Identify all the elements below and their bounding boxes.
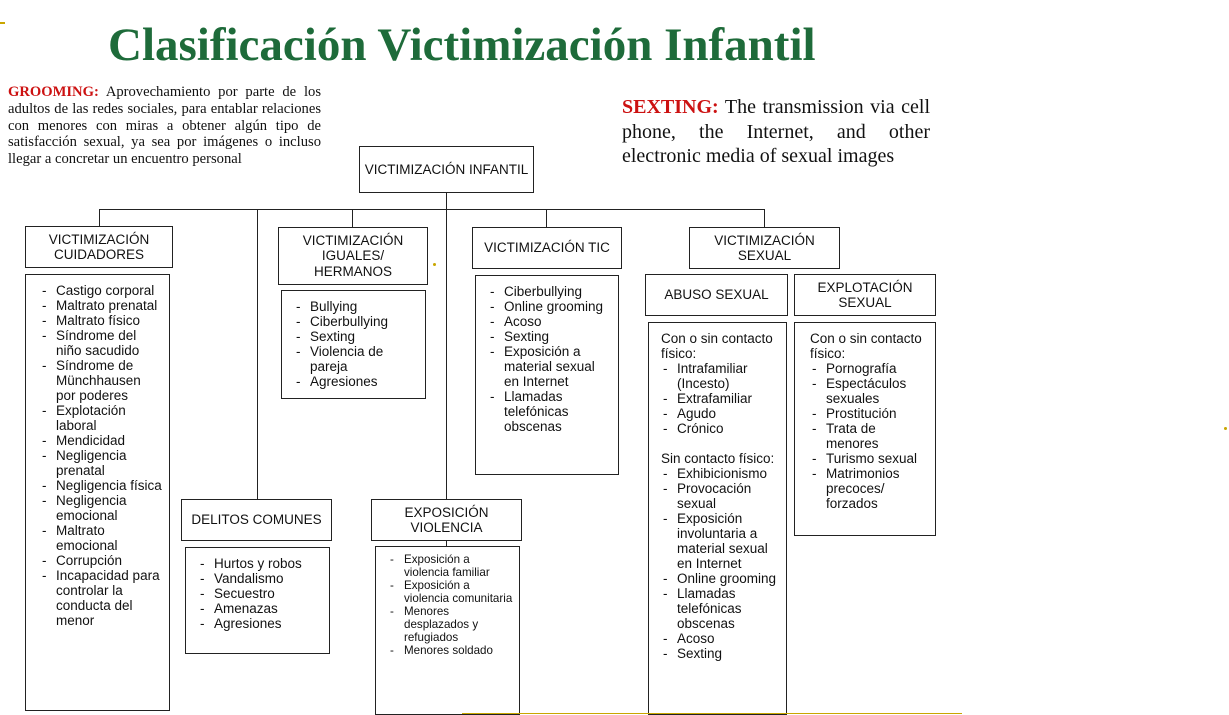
explotacion-list [794, 322, 936, 536]
list-item: - Negligencia física [40, 478, 163, 493]
connector-iguales [352, 209, 353, 227]
tic-list [475, 275, 619, 475]
explotacion-heading: EXPLOTACIÓN SEXUAL [794, 274, 936, 316]
tic-heading: VICTIMIZACIÓN TIC [472, 227, 622, 269]
delitos-heading: DELITOS COMUNES [181, 499, 332, 541]
list-item: - Síndrome del niño sacudido [40, 328, 163, 358]
list-item: - Corrupción [40, 553, 163, 568]
list-item: - Acoso [488, 314, 612, 329]
list-item: - Prostitución [810, 406, 929, 421]
list-item: - Negligencia prenatal [40, 448, 163, 478]
list-item: - Bullying [294, 299, 419, 314]
grooming-term: GROOMING: [8, 84, 99, 100]
list-item: - Vandalismo [198, 571, 323, 586]
list-item: - Ciberbullying [294, 314, 419, 329]
connector-delitos [257, 209, 258, 499]
accent-dot [1224, 427, 1227, 430]
connector-tic [546, 209, 547, 227]
list-item: - Agresiones [198, 616, 323, 631]
list-item: - Agresiones [294, 374, 419, 389]
iguales-heading: VICTIMIZACIÓN IGUALES/ HERMANOS [278, 227, 428, 285]
sexual-heading: VICTIMIZACIÓN SEXUAL [689, 227, 840, 269]
grooming-definition [8, 84, 321, 168]
footer-line [462, 713, 962, 714]
list-item: - Exhibicionismo [661, 466, 780, 481]
list-item: - Síndrome de Münchhausen por poderes [40, 358, 163, 403]
connector-cuidadores [99, 209, 100, 226]
list-item: - Exposición a violencia comunitaria [388, 579, 513, 605]
connector-sexual [764, 209, 765, 227]
list-item: - Mendicidad [40, 433, 163, 448]
abuso-contact-label: Con o sin contacto físico: [661, 331, 773, 361]
list-item: - Ciberbullying [488, 284, 612, 299]
sexting-text: The transmission via cell phone, the Internet, and other electronic media of sexual images [622, 96, 931, 167]
list-item: - Explotación laboral [40, 403, 163, 433]
list-item: - Sexting [488, 329, 612, 344]
list-item: - Exposición a violencia familiar [388, 553, 513, 579]
list-item: - Secuestro [198, 586, 323, 601]
list-item: - Incapacidad para controlar la conducta del menor [40, 568, 163, 628]
root-box: VICTIMIZACIÓN INFANTIL [359, 146, 534, 193]
list-item: - Maltrato emocional [40, 523, 163, 553]
list-item: - Exposición involuntaria a material sexual en Internet [661, 511, 780, 571]
list-item: - Acoso [661, 631, 780, 646]
grooming-text: Aprovechamiento por parte de los adultos de las redes sociales, para entablar relaciones con menores con miras a obtener algún tipo de satisfacción sexual, ya sea por imágenes o incluso llegar a concretar un encuentro personal [8, 84, 321, 168]
list-item: - Trata de menores [810, 421, 929, 451]
list-item: - Agudo [661, 406, 780, 421]
iguales-list [281, 290, 426, 399]
list-item: - Sexting [294, 329, 419, 344]
accent-dash [0, 22, 5, 24]
accent-dot [433, 263, 436, 266]
list-item: - Hurtos y robos [198, 556, 323, 571]
list-item: - Amenazas [198, 601, 323, 616]
page-title: Clasificación Victimización Infantil [108, 19, 816, 71]
list-item: - Violencia de pareja [294, 344, 419, 374]
list-item: - Online grooming [661, 571, 780, 586]
list-item: - Online grooming [488, 299, 612, 314]
abuso-nocontact-label: Sin contacto físico: [661, 451, 775, 466]
list-item: - Matrimonios precoces/ forzados [810, 466, 929, 511]
delitos-list [185, 547, 330, 654]
list-item: - Sexting [661, 646, 780, 661]
list-item: - Castigo corporal [40, 283, 163, 298]
sexting-term: SEXTING: [622, 96, 719, 118]
list-item: - Menores desplazados y refugiados [388, 605, 513, 644]
cuidadores-heading: VICTIMIZACIÓN CUIDADORES [25, 226, 173, 268]
list-item: - Pornografía [810, 361, 929, 376]
explotacion-contact-label: Con o sin contacto físico: [810, 331, 922, 361]
list-item: - Exposición a material sexual en Internet [488, 344, 612, 389]
connector-main-branch [99, 209, 764, 210]
list-item: - Llamadas telefónicas obscenas [661, 586, 780, 631]
list-item: - Llamadas telefónicas obscenas [488, 389, 612, 434]
list-item: - Intrafamiliar (Incesto) [661, 361, 780, 391]
abuso-list [648, 322, 787, 715]
list-item: - Negligencia emocional [40, 493, 163, 523]
list-item: - Provocación sexual [661, 481, 780, 511]
list-item: - Crónico [661, 421, 780, 436]
list-item: - Turismo sexual [810, 451, 929, 466]
exposicion-heading: EXPOSICIÓN VIOLENCIA [371, 499, 522, 541]
abuso-heading: ABUSO SEXUAL [645, 274, 788, 316]
list-item: - Maltrato prenatal [40, 298, 163, 313]
sexting-definition [622, 95, 930, 169]
list-item: - Menores soldado [388, 644, 513, 657]
exposicion-list [375, 546, 520, 715]
cuidadores-list [25, 274, 170, 711]
list-item: - Espectáculos sexuales [810, 376, 929, 406]
list-item: - Maltrato físico [40, 313, 163, 328]
list-item: - Extrafamiliar [661, 391, 780, 406]
